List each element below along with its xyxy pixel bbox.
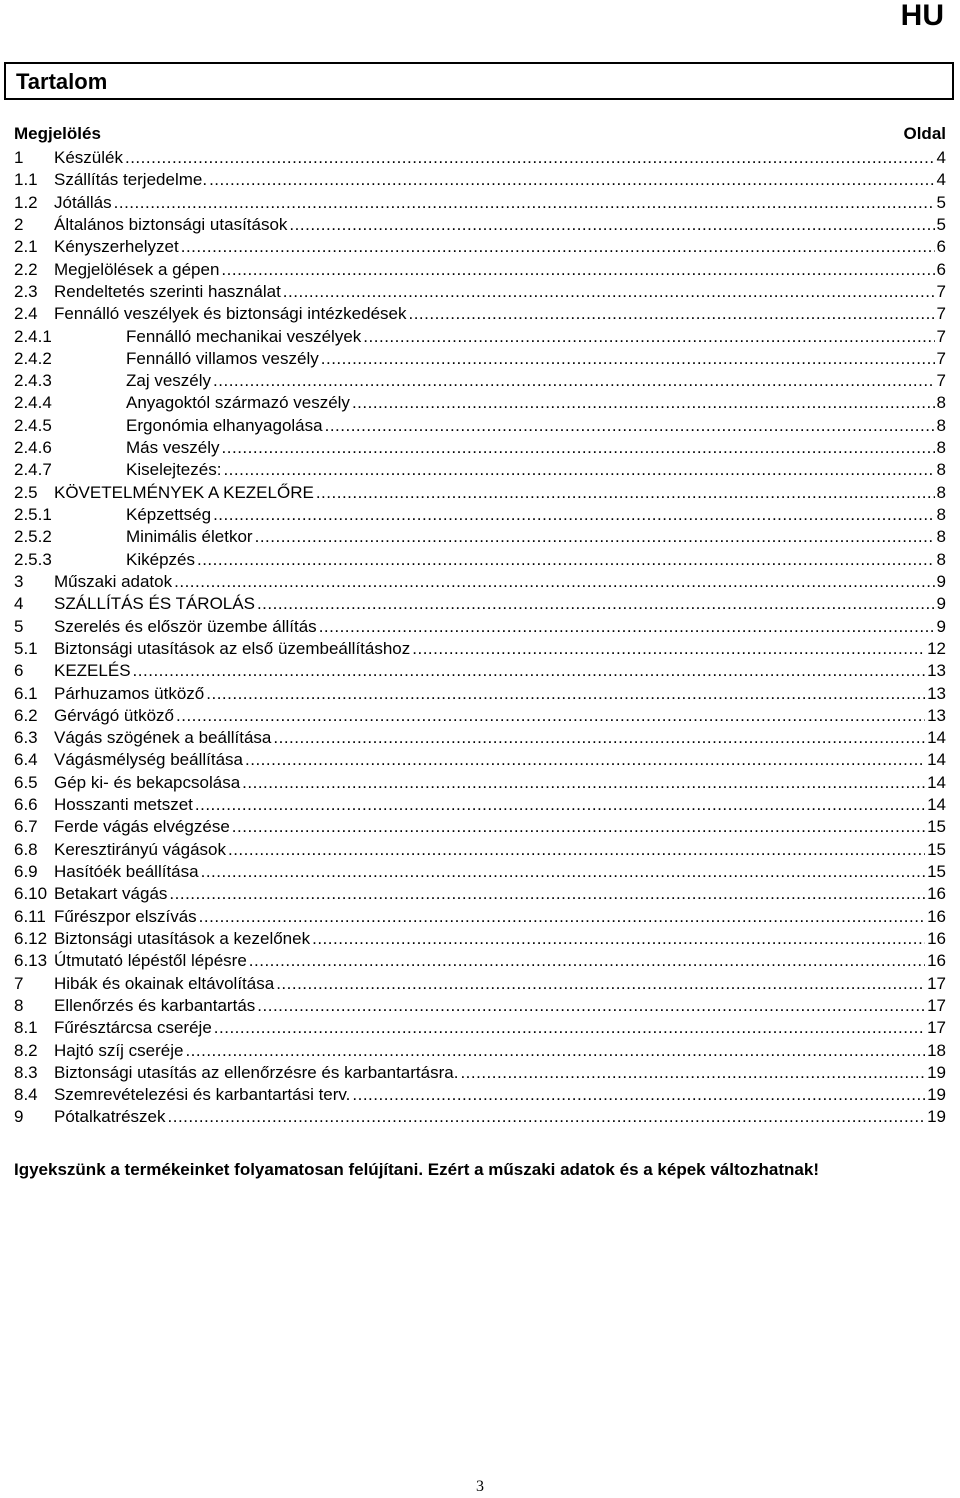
toc-entry-number: 5 bbox=[14, 616, 24, 636]
toc-entry-title: Vágásmélység beállítása bbox=[54, 750, 244, 770]
toc-entry-number: 6.9 bbox=[14, 862, 38, 881]
toc-dot-leader bbox=[363, 326, 934, 348]
toc-entry-title: Kiselejtezés: bbox=[126, 460, 222, 480]
toc-entry-page: 14 bbox=[927, 750, 946, 770]
toc-entry-title: Szerelés és először üzembe állítás bbox=[54, 616, 317, 636]
toc-entry-title: Hajtó szíj cseréje bbox=[54, 1040, 184, 1060]
toc-entry-title: Biztonsági utasítás az ellenőrzésre és karbantartásra. bbox=[54, 1062, 459, 1082]
table-of-contents bbox=[14, 147, 946, 1129]
toc-entry-page: 19 bbox=[927, 1107, 946, 1127]
toc-entry[interactable] bbox=[14, 772, 946, 794]
toc-entry-title: Megjelölések a gépen bbox=[54, 259, 220, 279]
toc-entry-page: 9 bbox=[936, 616, 946, 636]
toc-entry-page: 5 bbox=[936, 192, 946, 212]
toc-dot-leader bbox=[408, 303, 934, 325]
toc-entry-title: Kényszerhelyzet bbox=[54, 237, 179, 257]
toc-entry-page: 13 bbox=[927, 661, 946, 681]
toc-entry-number: 8.1 bbox=[14, 1018, 38, 1038]
toc-entry-page: 5 bbox=[936, 214, 946, 234]
toc-entry-title: Hosszanti metszet bbox=[54, 795, 193, 815]
toc-dot-leader bbox=[352, 392, 935, 414]
toc-entry[interactable] bbox=[14, 214, 946, 236]
toc-entry-page: 8 bbox=[936, 393, 946, 413]
toc-entry-number: 6.11 bbox=[14, 906, 46, 926]
toc-entry-page: 8 bbox=[936, 549, 946, 569]
toc-entry-number: 2.2 bbox=[14, 259, 38, 279]
toc-entry-page: 6 bbox=[936, 259, 946, 279]
toc-entry-number: 6.5 bbox=[14, 772, 38, 792]
toc-entry[interactable] bbox=[14, 839, 946, 861]
toc-entry-page: 19 bbox=[927, 1085, 946, 1105]
toc-dot-leader bbox=[316, 482, 935, 504]
toc-entry[interactable] bbox=[14, 928, 946, 950]
toc-entry[interactable] bbox=[14, 169, 946, 191]
toc-entry-page: 17 bbox=[927, 1018, 946, 1038]
toc-entry[interactable] bbox=[14, 259, 946, 281]
toc-dot-leader bbox=[213, 370, 935, 392]
toc-dot-leader bbox=[174, 571, 934, 593]
toc-entry[interactable] bbox=[14, 1084, 946, 1106]
toc-entry-title: Fennálló mechanikai veszélyek bbox=[126, 326, 362, 346]
toc-entry-page: 14 bbox=[927, 772, 946, 792]
toc-entry-number: 1.1 bbox=[14, 170, 38, 190]
toc-entry-number: 2.5 bbox=[14, 482, 38, 502]
toc-dot-leader bbox=[412, 638, 925, 660]
toc-entry-number: 2.1 bbox=[14, 237, 38, 257]
toc-dot-leader bbox=[245, 749, 925, 771]
toc-entry-page: 4 bbox=[936, 170, 946, 190]
toc-entry-title: Betakart vágás bbox=[54, 884, 168, 904]
toc-dot-leader bbox=[460, 1062, 925, 1084]
toc-entry[interactable] bbox=[14, 794, 946, 816]
toc-entry-page: 13 bbox=[927, 705, 946, 725]
toc-entry[interactable] bbox=[14, 571, 946, 593]
toc-entry-page: 7 bbox=[936, 304, 946, 324]
toc-entry-number: 2.4.6 bbox=[14, 438, 52, 458]
toc-entry-title: Képzettség bbox=[126, 505, 212, 524]
toc-entry-title: Általános biztonsági utasítások bbox=[54, 214, 288, 234]
toc-entry[interactable] bbox=[14, 526, 946, 548]
toc-entry[interactable] bbox=[14, 326, 946, 348]
toc-entry-page: 8 bbox=[936, 415, 946, 435]
toc-entry-number: 6.8 bbox=[14, 839, 38, 859]
toc-entry-number: 2.5.2 bbox=[14, 527, 52, 547]
toc-entry-title: Fűrészpor elszívás bbox=[54, 906, 197, 926]
toc-entry-title: Ellenőrzés és karbantartás bbox=[54, 995, 256, 1015]
toc-entry-page: 14 bbox=[927, 728, 946, 748]
toc-entry-title: Fennálló villamos veszély bbox=[126, 348, 319, 368]
toc-entry-title: Minimális életkor bbox=[126, 527, 253, 547]
toc-dot-leader bbox=[221, 259, 934, 281]
toc-entry-title: Anyagoktól származó veszély bbox=[126, 393, 350, 413]
toc-entry[interactable] bbox=[14, 1062, 946, 1084]
toc-entry-page: 8 bbox=[936, 505, 946, 524]
toc-entry-number: 6.3 bbox=[14, 728, 38, 748]
toc-dot-leader bbox=[206, 683, 925, 705]
toc-entry-title: KÖVETELMÉNYEK A KEZELŐRE bbox=[54, 482, 314, 502]
toc-dot-leader bbox=[209, 169, 934, 191]
toc-entry[interactable] bbox=[14, 549, 946, 571]
toc-entry-page: 8 bbox=[936, 438, 946, 458]
toc-entry[interactable] bbox=[14, 392, 946, 414]
toc-dot-leader bbox=[168, 1106, 926, 1128]
toc-entry[interactable] bbox=[14, 482, 946, 504]
toc-entry-title: Zaj veszély bbox=[126, 371, 212, 391]
toc-dot-leader bbox=[352, 1084, 925, 1106]
toc-entry-page: 16 bbox=[927, 906, 946, 926]
toc-dot-leader bbox=[228, 839, 925, 861]
toc-entry-page: 7 bbox=[936, 326, 946, 346]
toc-dot-leader bbox=[276, 973, 925, 995]
toc-entry-number: 8.4 bbox=[14, 1085, 38, 1105]
toc-entry-number: 2 bbox=[14, 214, 24, 234]
toc-entry-number: 8 bbox=[14, 995, 24, 1015]
toc-entry-title: Hasítóék beállítása bbox=[54, 862, 199, 881]
toc-entry-number: 6.10 bbox=[14, 884, 48, 904]
toc-entry-page: 15 bbox=[927, 817, 946, 837]
title-box bbox=[4, 62, 954, 100]
toc-entry-number: 6.4 bbox=[14, 750, 38, 770]
page-number: 3 bbox=[476, 1478, 484, 1495]
toc-entry-page: 8 bbox=[936, 460, 946, 480]
toc-entry-title: Szemrevételezési és karbantartási terv. bbox=[54, 1085, 351, 1105]
toc-entry-number: 6 bbox=[14, 661, 24, 681]
toc-entry[interactable] bbox=[14, 683, 946, 705]
toc-dot-leader bbox=[201, 861, 925, 883]
toc-entry[interactable] bbox=[14, 861, 946, 883]
toc-entry-number: 6.13 bbox=[14, 951, 48, 971]
toc-entry-page: 4 bbox=[936, 148, 946, 167]
toc-entry-title: SZÁLLÍTÁS ÉS TÁROLÁS bbox=[54, 594, 255, 614]
toc-entry-title: Rendeltetés szerinti használat bbox=[54, 281, 281, 301]
toc-entry-number: 2.4.2 bbox=[14, 348, 52, 368]
toc-dot-leader bbox=[273, 727, 925, 749]
toc-entry-page: 6 bbox=[936, 237, 946, 257]
toc-entry-title: Gép ki- és bekapcsolása bbox=[54, 772, 241, 792]
toc-entry[interactable] bbox=[14, 816, 946, 838]
toc-entry-title: Keresztirányú vágások bbox=[54, 839, 226, 859]
toc-entry-title: Jótállás bbox=[54, 192, 112, 212]
toc-entry[interactable] bbox=[14, 749, 946, 771]
toc-entry-number: 2.4.1 bbox=[14, 326, 52, 346]
toc-entry-title: Más veszély bbox=[126, 438, 220, 458]
toc-entry[interactable] bbox=[14, 236, 946, 258]
toc-entry[interactable] bbox=[14, 705, 946, 727]
toc-entry[interactable] bbox=[14, 192, 946, 214]
toc-entry-number: 2.3 bbox=[14, 281, 38, 301]
toc-entry-page: 15 bbox=[927, 862, 946, 881]
toc-header-page-label: Oldal bbox=[903, 124, 946, 143]
toc-entry-number: 1 bbox=[14, 148, 24, 167]
toc-entry-page: 7 bbox=[936, 371, 946, 391]
toc-entry-page: 16 bbox=[927, 928, 946, 948]
toc-entry-number: 2.4.3 bbox=[14, 371, 52, 391]
toc-entry[interactable] bbox=[14, 1017, 946, 1039]
toc-dot-leader bbox=[176, 705, 925, 727]
toc-entry[interactable] bbox=[14, 415, 946, 437]
toc-dot-leader bbox=[223, 459, 934, 481]
toc-entry[interactable] bbox=[14, 370, 946, 392]
toc-dot-leader bbox=[199, 906, 925, 928]
toc-entry-number: 2.4 bbox=[14, 304, 38, 324]
toc-entry-number: 2.4.4 bbox=[14, 393, 52, 413]
toc-dot-leader bbox=[169, 883, 925, 905]
toc-entry[interactable] bbox=[14, 437, 946, 459]
toc-dot-leader bbox=[232, 816, 925, 838]
toc-entry-number: 6.2 bbox=[14, 705, 38, 725]
toc-entry-title: Hibák és okainak eltávolítása bbox=[54, 973, 275, 993]
language-code: HU bbox=[900, 0, 944, 32]
toc-entry[interactable] bbox=[14, 883, 946, 905]
toc-dot-leader bbox=[257, 593, 935, 615]
toc-entry-page: 7 bbox=[936, 348, 946, 368]
toc-dot-leader bbox=[197, 549, 935, 571]
toc-entry-number: 1.2 bbox=[14, 192, 38, 212]
toc-entry-title: Fűrésztárcsa cseréje bbox=[54, 1018, 212, 1038]
toc-entry-page: 14 bbox=[927, 795, 946, 815]
toc-entry-title: Párhuzamos ütköző bbox=[54, 683, 205, 703]
toc-entry-number: 8.2 bbox=[14, 1040, 38, 1060]
toc-entry-number: 6.12 bbox=[14, 928, 48, 948]
toc-entry-page: 8 bbox=[936, 482, 946, 502]
toc-entry-number: 9 bbox=[14, 1107, 24, 1127]
toc-header-label: Megjelölés bbox=[14, 124, 101, 143]
toc-dot-leader bbox=[321, 348, 935, 370]
toc-entry-title: Biztonsági utasítások a kezelőnek bbox=[54, 928, 311, 948]
toc-entry-number: 2.4.7 bbox=[14, 460, 52, 480]
toc-entry[interactable] bbox=[14, 593, 946, 615]
toc-entry-title: Ergonómia elhanyagolása bbox=[126, 415, 323, 435]
footer-note: Igyekszünk a termékeinket folyamatosan felújítani. Ezért a műszaki adatok és a képek változhatnak! bbox=[14, 1160, 819, 1179]
toc-dot-leader bbox=[242, 772, 925, 794]
toc-entry-title: Ferde vágás elvégzése bbox=[54, 817, 230, 837]
toc-dot-leader bbox=[319, 616, 935, 638]
toc-entry-number: 2.4.5 bbox=[14, 415, 52, 435]
toc-entry-page: 15 bbox=[927, 839, 946, 859]
toc-entry-title: Gérvágó ütköző bbox=[54, 705, 175, 725]
toc-dot-leader bbox=[114, 192, 935, 214]
toc-dot-leader bbox=[133, 660, 926, 682]
toc-entry-page: 18 bbox=[927, 1040, 946, 1060]
toc-entry[interactable] bbox=[14, 303, 946, 325]
toc-entry-number: 8.3 bbox=[14, 1062, 38, 1082]
toc-dot-leader bbox=[325, 415, 935, 437]
toc-entry[interactable] bbox=[14, 459, 946, 481]
toc-entry-page: 16 bbox=[927, 951, 946, 971]
toc-entry-title: Szállítás terjedelme. bbox=[54, 170, 208, 190]
toc-dot-leader bbox=[213, 504, 934, 526]
toc-entry-title: Útmutató lépéstől lépésre bbox=[54, 951, 247, 971]
toc-entry-page: 16 bbox=[927, 884, 946, 904]
toc-entry[interactable] bbox=[14, 281, 946, 303]
toc-entry[interactable] bbox=[14, 973, 946, 995]
toc-entry[interactable] bbox=[14, 147, 946, 169]
toc-entry-number: 7 bbox=[14, 973, 24, 993]
toc-entry[interactable] bbox=[14, 950, 946, 972]
toc-entry-title: Kiképzés bbox=[126, 549, 195, 569]
toc-entry-number: 3 bbox=[14, 571, 24, 591]
toc-entry-title: Fennálló veszélyek és biztonsági intézkedések bbox=[54, 304, 407, 324]
toc-entry[interactable] bbox=[14, 348, 946, 370]
toc-entry-title: Műszaki adatok bbox=[54, 571, 173, 591]
toc-entry[interactable] bbox=[14, 727, 946, 749]
toc-entry-page: 17 bbox=[927, 995, 946, 1015]
toc-entry-page: 13 bbox=[927, 683, 946, 703]
toc-entry-number: 5.1 bbox=[14, 638, 38, 658]
toc-entry-page: 12 bbox=[927, 638, 946, 658]
toc-entry-number: 2.5.3 bbox=[14, 549, 52, 569]
toc-entry[interactable] bbox=[14, 638, 946, 660]
toc-dot-leader bbox=[257, 995, 925, 1017]
toc-dot-leader bbox=[214, 1017, 925, 1039]
toc-entry-page: 17 bbox=[927, 973, 946, 993]
toc-dot-leader bbox=[249, 950, 925, 972]
page-title: Tartalom bbox=[16, 69, 108, 94]
toc-entry-title: Biztonsági utasítások az első üzembeállításhoz bbox=[54, 638, 411, 658]
toc-entry-number: 4 bbox=[14, 594, 24, 614]
toc-entry-number: 6.6 bbox=[14, 795, 38, 815]
toc-dot-leader bbox=[222, 437, 935, 459]
toc-entry-title: KEZELÉS bbox=[54, 661, 131, 681]
toc-entry-number: 2.5.1 bbox=[14, 505, 52, 524]
toc-dot-leader bbox=[195, 794, 925, 816]
toc-entry[interactable] bbox=[14, 616, 946, 638]
toc-entry-page: 8 bbox=[936, 527, 946, 547]
toc-dot-leader bbox=[283, 281, 935, 303]
toc-dot-leader bbox=[312, 928, 925, 950]
toc-entry[interactable] bbox=[14, 1106, 946, 1128]
toc-dot-leader bbox=[255, 526, 935, 548]
toc-entry-page: 7 bbox=[936, 281, 946, 301]
toc-entry[interactable] bbox=[14, 995, 946, 1017]
toc-entry[interactable] bbox=[14, 660, 946, 682]
toc-dot-leader bbox=[185, 1040, 925, 1062]
toc-entry-number: 6.7 bbox=[14, 817, 38, 837]
toc-dot-leader bbox=[181, 236, 935, 258]
toc-entry[interactable] bbox=[14, 504, 946, 526]
toc-entry-title: Vágás szögének a beállítása bbox=[54, 728, 272, 748]
toc-entry-page: 9 bbox=[936, 594, 946, 614]
toc-header bbox=[14, 124, 946, 146]
toc-entry-page: 19 bbox=[927, 1062, 946, 1082]
toc-entry-title: Pótalkatrészek bbox=[54, 1107, 166, 1127]
toc-entry-number: 6.1 bbox=[14, 683, 38, 703]
toc-entry-title: Készülék bbox=[54, 148, 123, 167]
toc-dot-leader bbox=[125, 147, 935, 169]
toc-dot-leader bbox=[289, 214, 934, 236]
toc-entry[interactable] bbox=[14, 1040, 946, 1062]
toc-entry[interactable] bbox=[14, 906, 946, 928]
toc-entry-page: 9 bbox=[936, 571, 946, 591]
